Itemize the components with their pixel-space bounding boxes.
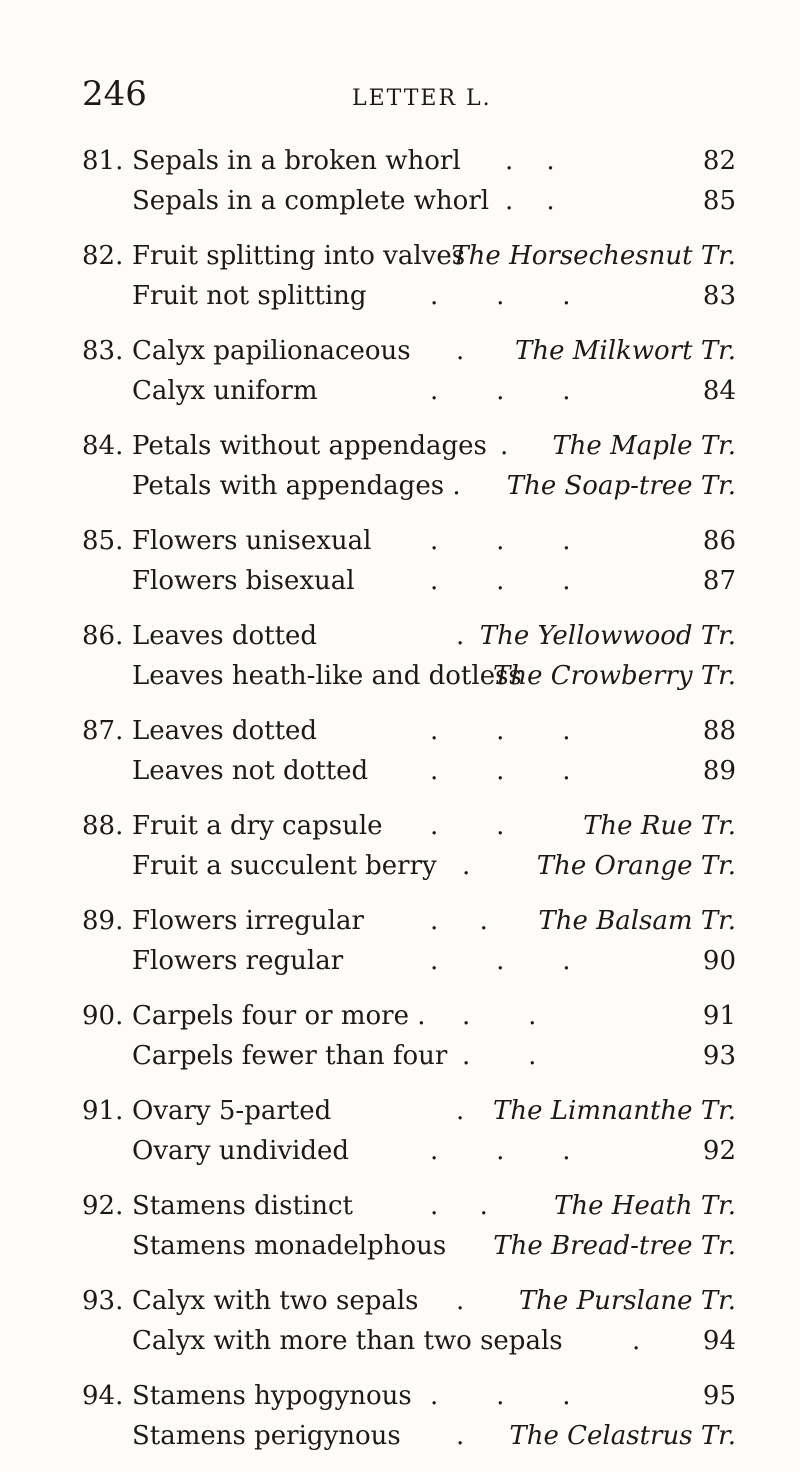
key-line bbox=[0, 1132, 800, 1172]
reference-number: 84 bbox=[702, 376, 736, 406]
reference-number: 91 bbox=[702, 1001, 736, 1031]
reference-number: 86 bbox=[702, 526, 736, 556]
entry-number: 93. bbox=[82, 1286, 124, 1316]
tribe-label: The Horsechesnut bbox=[451, 241, 693, 271]
key-line bbox=[0, 847, 800, 887]
key-line bbox=[0, 997, 800, 1037]
entry-number: 84. bbox=[82, 431, 124, 461]
entry-number: 94. bbox=[82, 1381, 124, 1411]
key-entry bbox=[0, 1092, 800, 1172]
leader-dots: . bbox=[456, 1096, 465, 1126]
tribe-abbreviation: Tr. bbox=[700, 431, 736, 461]
key-entry bbox=[0, 997, 800, 1077]
tribe-label: The Yellowwood bbox=[479, 621, 693, 651]
tribe-name bbox=[480, 621, 736, 651]
key-line bbox=[0, 902, 800, 942]
key-line bbox=[0, 1377, 800, 1417]
key-entry bbox=[0, 237, 800, 317]
reference-number: 83 bbox=[702, 281, 736, 311]
tribe-name bbox=[538, 906, 736, 936]
tribe-name bbox=[519, 1286, 736, 1316]
key-line bbox=[0, 942, 800, 982]
tribe-abbreviation: Tr. bbox=[700, 1096, 736, 1126]
leader-dots: . . . bbox=[430, 526, 571, 556]
key-text: Fruit not splitting bbox=[132, 281, 367, 311]
key-text: Sepals in a broken whorl bbox=[132, 146, 461, 176]
leader-dots: . bbox=[456, 1286, 465, 1316]
key-text: Stamens hypogynous bbox=[132, 1381, 412, 1411]
reference-number: 90 bbox=[702, 946, 736, 976]
entry-number: 82. bbox=[82, 241, 124, 271]
tribe-abbreviation: Tr. bbox=[700, 851, 736, 881]
reference-number: 94 bbox=[702, 1326, 736, 1356]
tribe-label: The Maple bbox=[552, 431, 693, 461]
reference-number: 89 bbox=[702, 756, 736, 786]
key-line bbox=[0, 467, 800, 507]
key-line bbox=[0, 427, 800, 467]
key-text: Flowers unisexual bbox=[132, 526, 372, 556]
key-text: Ovary 5-parted bbox=[132, 1096, 332, 1126]
tribe-name bbox=[493, 1231, 736, 1261]
leader-dots: . . . bbox=[430, 281, 571, 311]
tribe-name bbox=[493, 1096, 736, 1126]
tribe-abbreviation: Tr. bbox=[700, 621, 736, 651]
leader-dots: . . . bbox=[430, 946, 571, 976]
leader-dots: . bbox=[632, 1326, 641, 1356]
key-line bbox=[0, 1282, 800, 1322]
key-entry bbox=[0, 617, 800, 697]
key-text: Carpels fewer than four bbox=[132, 1041, 448, 1071]
key-text: Flowers irregular bbox=[132, 906, 364, 936]
key-entry bbox=[0, 142, 800, 222]
key-line bbox=[0, 1092, 800, 1132]
tribe-label: The Crowberry bbox=[493, 661, 693, 691]
tribe-abbreviation: Tr. bbox=[700, 1231, 736, 1261]
leader-dots: . . bbox=[505, 146, 555, 176]
reference-number: 87 bbox=[702, 566, 736, 596]
key-text: Calyx uniform bbox=[132, 376, 318, 406]
reference-number: 85 bbox=[702, 186, 736, 216]
key-text: Sepals in a complete whorl bbox=[132, 186, 490, 216]
entry-number: 87. bbox=[82, 716, 124, 746]
tribe-label: The Heath bbox=[554, 1191, 693, 1221]
tribe-name bbox=[493, 661, 736, 691]
reference-number: 82 bbox=[702, 146, 736, 176]
leader-dots: . . bbox=[505, 186, 555, 216]
key-text: Leaves dotted bbox=[132, 716, 318, 746]
key-line bbox=[0, 237, 800, 277]
entry-number: 81. bbox=[82, 146, 124, 176]
tribe-label: The Celastrus bbox=[509, 1421, 693, 1451]
key-text: Petals with appendages . bbox=[132, 471, 461, 501]
leader-dots: . . bbox=[430, 906, 488, 936]
key-line bbox=[0, 562, 800, 602]
key-entry bbox=[0, 427, 800, 507]
tribe-name bbox=[451, 241, 736, 271]
key-text: Calyx with two sepals bbox=[132, 1286, 419, 1316]
leader-dots: . bbox=[456, 621, 465, 651]
entry-number: 89. bbox=[82, 906, 124, 936]
leader-dots: . . . bbox=[430, 376, 571, 406]
key-line bbox=[0, 617, 800, 657]
tribe-abbreviation: Tr. bbox=[700, 471, 736, 501]
leader-dots: . . . bbox=[430, 716, 571, 746]
key-line bbox=[0, 657, 800, 697]
key-text: Calyx with more than two sepals bbox=[132, 1326, 563, 1356]
key-entry bbox=[0, 902, 800, 982]
leader-dots: . . . bbox=[430, 566, 571, 596]
key-text: Fruit a succulent berry bbox=[132, 851, 437, 881]
key-entry bbox=[0, 522, 800, 602]
tribe-label: The Orange bbox=[536, 851, 693, 881]
key-line bbox=[0, 142, 800, 182]
key-text: Petals without appendages bbox=[132, 431, 487, 461]
tribe-name bbox=[552, 431, 736, 461]
key-text: Carpels four or more . bbox=[132, 1001, 426, 1031]
entry-number: 85. bbox=[82, 526, 124, 556]
tribe-name bbox=[507, 471, 736, 501]
key-line bbox=[0, 1037, 800, 1077]
key-entry bbox=[0, 332, 800, 412]
leader-dots: . bbox=[456, 1421, 465, 1451]
leader-dots: . . bbox=[462, 1041, 537, 1071]
key-entry bbox=[0, 1282, 800, 1362]
key-line bbox=[0, 1227, 800, 1267]
botanical-key bbox=[0, 142, 800, 1472]
key-text: Fruit splitting into valves bbox=[132, 241, 466, 271]
tribe-abbreviation: Tr. bbox=[700, 661, 736, 691]
key-text: Fruit a dry capsule bbox=[132, 811, 383, 841]
key-text: Ovary undivided bbox=[132, 1136, 350, 1166]
reference-number: 95 bbox=[702, 1381, 736, 1411]
tribe-label: The Limnanthe bbox=[493, 1096, 693, 1126]
key-line bbox=[0, 182, 800, 222]
tribe-name bbox=[554, 1191, 736, 1221]
key-line bbox=[0, 807, 800, 847]
tribe-label: The Purslane bbox=[518, 1286, 693, 1316]
reference-number: 88 bbox=[702, 716, 736, 746]
key-text: Leaves dotted bbox=[132, 621, 318, 651]
tribe-abbreviation: Tr. bbox=[700, 811, 736, 841]
key-text: Leaves heath-like and dotless bbox=[132, 661, 522, 691]
key-line bbox=[0, 277, 800, 317]
key-line bbox=[0, 1322, 800, 1362]
leader-dots: . bbox=[500, 431, 509, 461]
entry-number: 86. bbox=[82, 621, 124, 651]
tribe-abbreviation: Tr. bbox=[700, 906, 736, 936]
key-line bbox=[0, 1187, 800, 1227]
entry-number: 83. bbox=[82, 336, 124, 366]
entry-number: 91. bbox=[82, 1096, 124, 1126]
tribe-name bbox=[583, 811, 736, 841]
key-line bbox=[0, 1417, 800, 1457]
leader-dots: . . bbox=[430, 811, 505, 841]
tribe-label: The Balsam bbox=[538, 906, 693, 936]
key-text: Flowers bisexual bbox=[132, 566, 355, 596]
tribe-abbreviation: Tr. bbox=[700, 241, 736, 271]
tribe-name bbox=[515, 336, 736, 366]
reference-number: 92 bbox=[702, 1136, 736, 1166]
tribe-abbreviation: Tr. bbox=[700, 1421, 736, 1451]
tribe-name bbox=[537, 851, 736, 881]
page-number: 246 bbox=[82, 74, 147, 114]
key-line bbox=[0, 372, 800, 412]
leader-dots: . . . bbox=[430, 1381, 571, 1411]
key-text: Calyx papilionaceous bbox=[132, 336, 411, 366]
tribe-label: The Rue bbox=[583, 811, 693, 841]
key-entry bbox=[0, 807, 800, 887]
tribe-abbreviation: Tr. bbox=[700, 1286, 736, 1316]
leader-dots: . . bbox=[462, 1001, 537, 1031]
key-entry bbox=[0, 1377, 800, 1457]
entry-number: 92. bbox=[82, 1191, 124, 1221]
running-title: LETTER L. bbox=[352, 86, 492, 111]
leader-dots: . . . bbox=[430, 1136, 571, 1166]
entry-number: 88. bbox=[82, 811, 124, 841]
entry-number: 90. bbox=[82, 1001, 124, 1031]
key-entry bbox=[0, 712, 800, 792]
key-line bbox=[0, 752, 800, 792]
key-text: Stamens distinct bbox=[132, 1191, 353, 1221]
tribe-abbreviation: Tr. bbox=[700, 336, 736, 366]
key-text: Stamens monadelphous bbox=[132, 1231, 447, 1261]
key-line bbox=[0, 332, 800, 372]
key-line bbox=[0, 712, 800, 752]
key-text: Stamens perigynous bbox=[132, 1421, 401, 1451]
tribe-name bbox=[509, 1421, 736, 1451]
reference-number: 93 bbox=[702, 1041, 736, 1071]
key-line bbox=[0, 522, 800, 562]
tribe-label: The Milkwort bbox=[515, 336, 693, 366]
leader-dots: . . . bbox=[430, 756, 571, 786]
page-header bbox=[0, 74, 800, 124]
tribe-abbreviation: Tr. bbox=[700, 1191, 736, 1221]
tribe-label: The Bread-tree bbox=[493, 1231, 693, 1261]
leader-dots: . bbox=[462, 851, 471, 881]
key-text: Leaves not dotted bbox=[132, 756, 369, 786]
key-text: Flowers regular bbox=[132, 946, 344, 976]
key-entry bbox=[0, 1187, 800, 1267]
leader-dots: . . bbox=[430, 1191, 488, 1221]
leader-dots: . bbox=[456, 336, 465, 366]
tribe-label: The Soap-tree bbox=[506, 471, 693, 501]
